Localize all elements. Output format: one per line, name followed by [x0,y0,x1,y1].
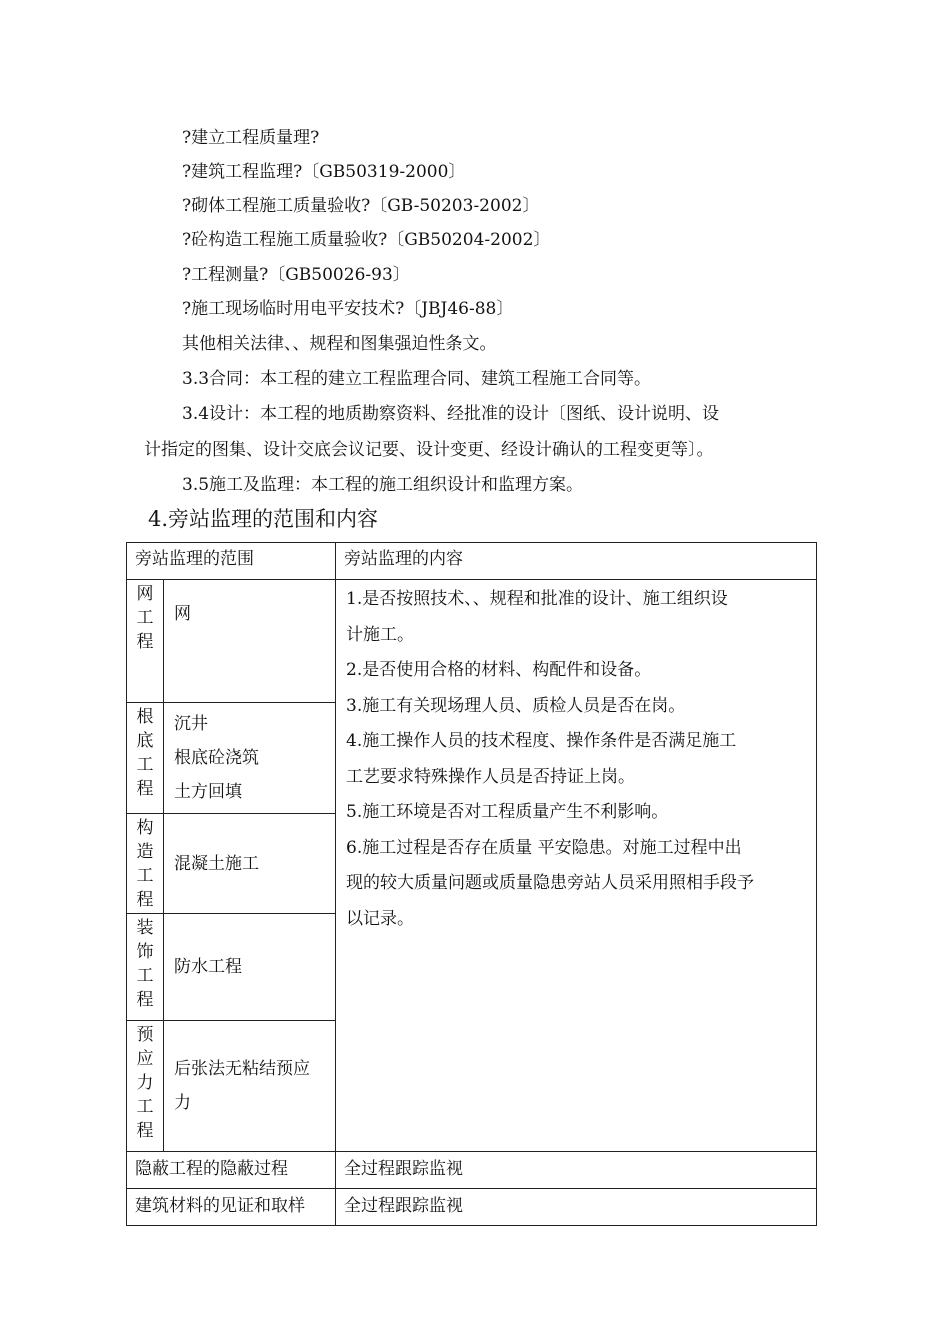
content-line: 6.施工过程是否存在质量 平安隐患。对施工过程中出 [346,837,742,858]
reference-item: ?施工现场临时用电平安技术?〔JBJ46-88〕 [182,299,514,319]
scope-item-cell: 沉井 根底砼浇筑 土方回填 [164,703,336,814]
content-line: 3.施工有关现场理人员、质检人员是否在岗。 [346,695,686,716]
content-line: 工艺要求特殊操作人员是否持证上岗。 [346,766,635,787]
scope-item-cell: 网 [164,580,336,703]
bottom-content-cell: 全过程跟踪监视 [336,1189,817,1226]
header-scope: 旁站监理的范围 [127,543,336,580]
table-row [127,580,817,703]
design-paragraph-line: 3.4设计：本工程的地质勘察资料、经批准的设计〔图纸、设计说明、设 [182,404,720,424]
scope-item-cell: 后张法无粘结预应 力 [164,1021,336,1152]
reference-item: ?建筑工程监理?〔GB50319-2000〕 [182,162,466,182]
reference-item: ?工程测量?〔GB50026-93〕 [182,265,410,285]
scope-item-cell: 混凝土施工 [164,814,336,914]
category-cell: 预 应 力 工 程 [127,1021,164,1152]
table-row [127,1152,817,1189]
bottom-scope-cell: 隐蔽工程的隐蔽过程 [127,1152,336,1189]
scope-item-cell: 防水工程 [164,914,336,1021]
content-line: 现的较大质量问题或质量隐患旁站人员采用照相手段予 [346,873,754,893]
bottom-scope-cell: 建筑材料的见证和取样 [127,1189,336,1226]
table-row [127,1189,817,1226]
reference-item: ?建立工程质量理? [182,128,320,148]
content-line: 4.施工操作人员的技术程度、操作条件是否满足施工 [346,731,737,751]
content-line: 计施工。 [346,624,414,645]
reference-item: ?砌体工程施工质量验收?〔GB-50203-2002〕 [182,196,540,216]
reference-item: ?砼构造工程施工质量验收?〔GB50204-2002〕 [182,230,551,250]
table-header-row [127,543,817,580]
content-cell [336,580,817,1152]
content-line: 5.施工环境是否对工程质量产生不利影响。 [346,802,669,822]
section-heading: 4.旁站监理的范围和内容 [148,507,379,531]
content-line: 以记录。 [346,908,414,929]
category-cell: 装 饰 工 程 [127,914,164,1021]
reference-item: 其他相关法律、、规程和图集强迫性条文。 [182,334,497,354]
header-content: 旁站监理的内容 [336,543,817,580]
content-line: 1.是否按照技术、、规程和批准的设计、施工组织设 [346,589,728,609]
category-cell: 根 底 工 程 [127,703,164,814]
construction-paragraph: 3.5施工及监理：本工程的施工组织设计和监理方案。 [182,475,584,495]
category-cell: 构 造 工 程 [127,814,164,914]
bottom-content-cell: 全过程跟踪监视 [336,1152,817,1189]
contract-paragraph: 3.3合同：本工程的建立工程监理合同、建筑工程施工合同等。 [182,369,652,389]
category-cell: 网 工 程 [127,580,164,703]
supervision-scope-table [126,542,817,1226]
content-line: 2.是否使用合格的材料、构配件和设备。 [346,660,652,680]
design-paragraph-line: 计指定的图集、设计交底会议记要、设计变更、经设计确认的工程变更等〕。 [144,440,714,460]
